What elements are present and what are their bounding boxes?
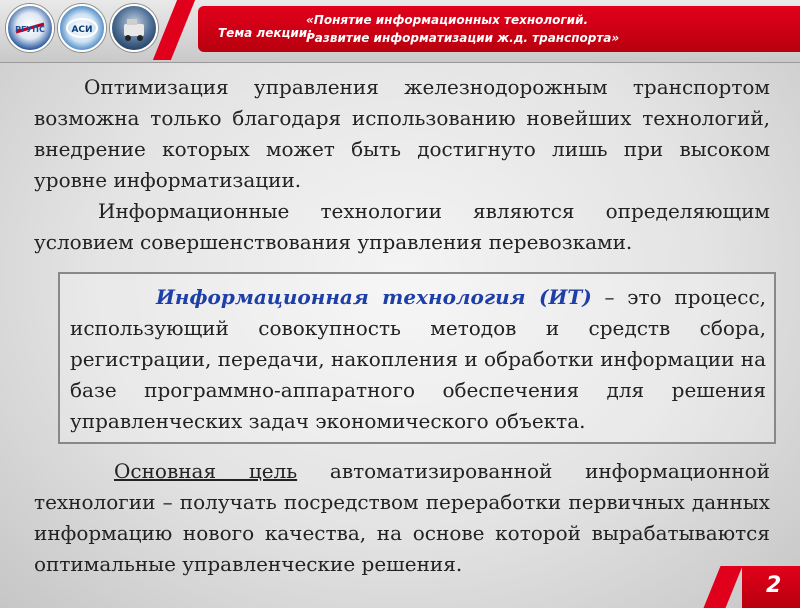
- department-logo: [58, 4, 106, 52]
- goal-label: Основная цель: [114, 459, 298, 483]
- topic-label: Тема лекции:: [218, 26, 312, 40]
- university-logo-text: РГУПС: [15, 25, 45, 34]
- definition-body: – это процесс, использующий совокупность методов и средств сбора, регистрации, передачи, накопления и обработки информации на базе программно-аппаратного обеспечения для решения управленческих задач экономического объекта.: [70, 285, 766, 433]
- slide-header: [0, 0, 800, 63]
- definition-text: [70, 282, 766, 437]
- department-emblem-icon: [60, 6, 104, 50]
- intro-paragraph: Оптимизация управления железнодорожным транспортом возможна только благодаря использованию новейших технологий, внедрение которых может быть достигнуто лишь при высоком уровне информатизации.: [34, 75, 770, 192]
- it-importance-paragraph: Информационные технологии являются определяющим условием совершенствования управления перевозками.: [34, 199, 770, 254]
- goal-body: автоматизированной информационной технологии – получать посредством переработки первичных данных информацию нового качества, на основе которой вырабатываются оптимальные управленческие решения.: [34, 459, 770, 576]
- goal-paragraph: [34, 456, 770, 580]
- definition-box: [58, 272, 776, 444]
- header-accent-stripe: [153, 0, 195, 60]
- railway-logo: [110, 4, 158, 52]
- university-logo: [6, 4, 54, 52]
- topic-title: «Понятие информационных технологий. Развитие информатизации ж.д. транспорта»: [306, 13, 620, 45]
- department-logo-text: АСИ: [71, 25, 93, 35]
- locomotive-icon: [112, 6, 156, 50]
- page-number: 2: [766, 573, 782, 598]
- university-emblem-icon: [8, 6, 52, 50]
- definition-term: Информационная технология (ИТ): [156, 285, 592, 309]
